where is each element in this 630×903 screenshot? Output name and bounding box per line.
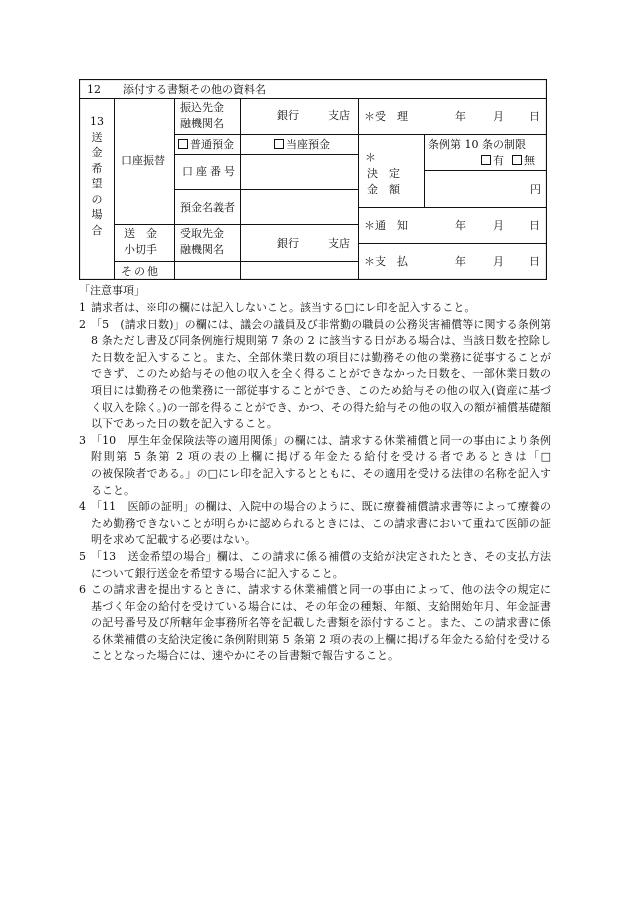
received-label: ＊受 理 <box>364 110 408 123</box>
recipient-bank-label-line2: 融機関名 <box>180 243 224 256</box>
current-deposit-option[interactable] <box>274 138 330 151</box>
notice-month: 月 <box>493 219 504 232</box>
ordinary-deposit-option[interactable] <box>178 138 234 151</box>
account-number-label: 口座番号 <box>182 165 238 178</box>
limit-yes-checkbox[interactable] <box>481 155 491 165</box>
note-number: 5 <box>79 549 86 563</box>
decided-amount-label-line1: 決 定 <box>367 167 400 180</box>
remit-check-label-line2: 小切手 <box>124 243 157 256</box>
note-item <box>79 433 628 499</box>
attachment-row-label: 12 添付する書類その他の資料名 <box>87 83 266 96</box>
ordinary-deposit-text: 普通預金 <box>190 138 234 151</box>
note-number: 1 <box>79 301 86 314</box>
received-month: 月 <box>493 110 504 123</box>
remit-check-label-line1: 送 金 <box>124 227 157 240</box>
current-deposit-text: 当座預金 <box>286 138 330 151</box>
section-13-remittance-label <box>90 114 104 238</box>
note-number: 6 <box>79 583 86 597</box>
received-year: 年 <box>455 110 466 123</box>
payment-month: 月 <box>493 255 504 268</box>
section-char: 13 <box>90 115 104 128</box>
section-char: 希 <box>91 161 103 175</box>
recipient-bank-word: 銀行 <box>277 237 299 250</box>
limit-no-option[interactable] <box>512 154 535 167</box>
note-text: 請求者は、※印の欄には記入しないこと。該当する□にレ印を記入すること。 <box>91 301 476 314</box>
notice-day: 日 <box>529 219 540 232</box>
section-char: 合 <box>91 223 103 237</box>
note-number: 3 <box>79 433 86 447</box>
section-char: の <box>91 192 103 206</box>
decided-star: ＊ <box>365 151 376 164</box>
current-deposit-checkbox[interactable] <box>274 139 284 149</box>
limit-no-checkbox[interactable] <box>512 155 522 165</box>
note-text: 「5 (請求日数)」の欄には、議会の議員及び非常勤の職員の公務災害補償等に関する条例第 8 条ただし書及び同条例施行規則第 7 条の 2 に該当する日がある場合は、当該日数を控除した日数を記入すること。また、全部休業日数の項目には勤務その他の業務に従事することができず、このため給与その他の収入を全く得ることができなかった日数を、一部休業日数の項目には勤務その他業務に一部従事することができ、このため給与その他の収入(資産に基づく収入を除く。)の一部を得ることができ、かつ、その得た給与その他の収入の額が補償基礎額以下であった日の数を記入すること。 <box>91 317 551 431</box>
account-holder-label: 預金名義者 <box>180 201 235 214</box>
note-item <box>79 300 551 317</box>
note-text: 「13 送金希望の場合」欄は、この請求に係る補償の支給が決定されたとき、その支払方法について銀行送金を希望する場合に記入すること。 <box>91 549 551 580</box>
section-char: 金 <box>91 146 103 159</box>
notice-label: ＊通 知 <box>364 219 408 232</box>
note-item <box>79 582 551 665</box>
transfer-bank-word: 銀行 <box>277 109 299 122</box>
decided-amount-label-line2: 金 額 <box>367 183 400 196</box>
notes-section <box>79 283 628 665</box>
payment-label: ＊支 払 <box>364 255 408 268</box>
recipient-bank-label-line1: 受取先金 <box>180 227 224 240</box>
payment-day: 日 <box>529 255 540 268</box>
transfer-bank-label-line1: 振込先金 <box>180 101 224 114</box>
note-number: 2 <box>79 317 86 331</box>
note-text: この請求書を提出するときに、請求する休業補償と同一の事由によって、他の法令の規定に基づく年金の給付を受けている場合には、その年金の種類、年額、支給開始年月、年金証書の記号番号及び所轄年金事務所名等を記載した書類を添付すること。また、この請求書に係る休業補償の支給決定後に条例附則第 5 条第 2 項の表の上欄に掲げる年金たる給付を受けることとなった場合には、速やかにその旨書類で報告すること。 <box>91 583 551 663</box>
account-transfer-label: 口座振替 <box>121 154 165 167</box>
section-char: 望 <box>91 177 103 190</box>
limit-yes-option[interactable] <box>481 154 504 167</box>
section-char: 場 <box>91 208 103 221</box>
note-item <box>79 317 551 433</box>
notes-title: 「注意事項」 <box>79 284 145 297</box>
yen-unit: 円 <box>530 183 541 196</box>
payment-year: 年 <box>455 255 466 268</box>
other-label: その他 <box>121 265 160 278</box>
limit-yes-text: 有 <box>493 154 504 167</box>
recipient-branch-word: 支店 <box>328 237 350 250</box>
note-number: 4 <box>79 500 86 514</box>
limit-label: 条例第 10 条の制限 <box>428 138 526 151</box>
note-item <box>79 549 551 582</box>
ordinary-deposit-checkbox[interactable] <box>178 139 188 149</box>
transfer-branch-word: 支店 <box>328 109 350 122</box>
limit-no-text: 無 <box>524 154 535 167</box>
note-item <box>79 499 551 549</box>
notice-year: 年 <box>455 219 466 232</box>
remittance-form-table <box>79 79 547 280</box>
received-day: 日 <box>529 110 540 123</box>
note-text: 「11 医師の証明」の欄は、入院中の場合のように、既に療養補償請求書等によって療養のため勤務できないことが明らかに認められるときには、この請求書において重ねて医師の証明を求めて記載する必要はない。 <box>91 500 551 547</box>
note-text: 「10 厚生年金保険法等の適用関係」の欄には、請求する休業補償と同一の事由により条例附則第 5 条第 2 項の表の上欄に掲げる年金たる給付を受ける者であるときは「□ の被保険者である。」の□にレ印を記入するとともに、その適用を受ける法律の名称を記入すること。 <box>91 433 628 497</box>
transfer-bank-label-line2: 融機関名 <box>180 117 224 130</box>
section-char: 送 <box>91 130 103 144</box>
